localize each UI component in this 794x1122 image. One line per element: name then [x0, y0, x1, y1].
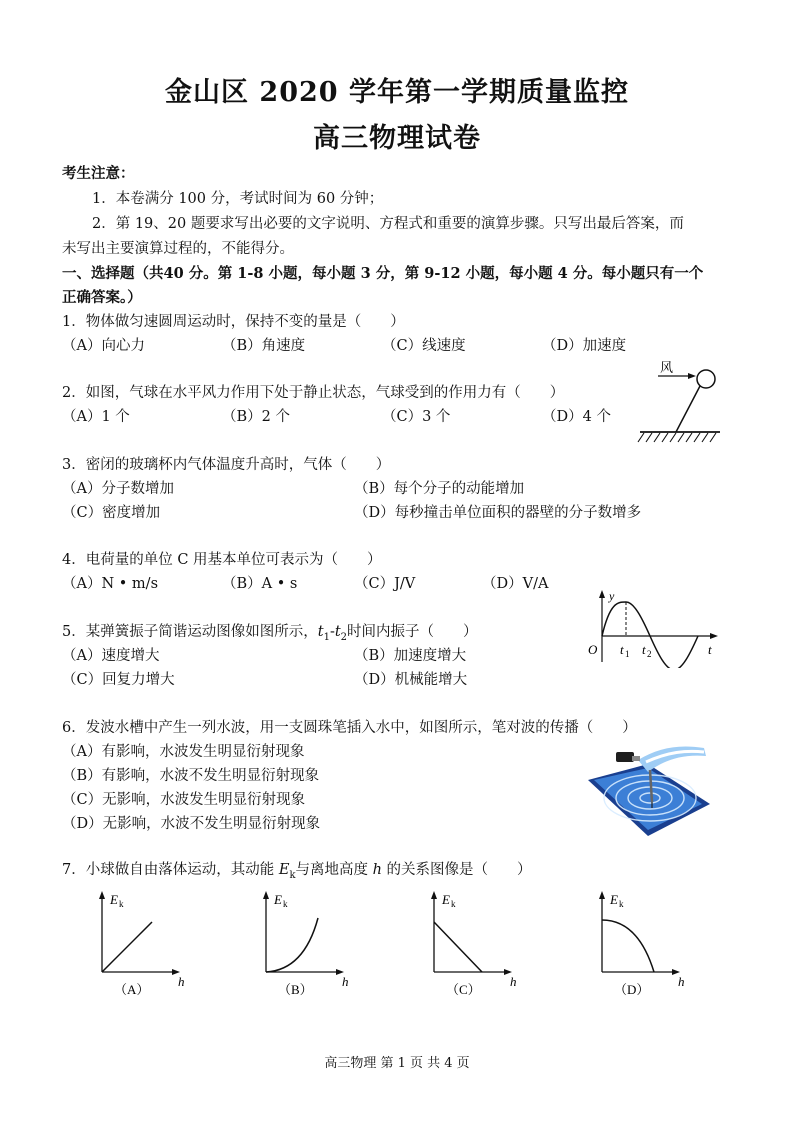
q7-graph-c-xlabel: h: [510, 974, 517, 989]
q6-wave-tank-figure: [578, 740, 718, 838]
q7-graph-d-xlabel: h: [678, 974, 685, 989]
q5-graph-y-label: y: [609, 589, 615, 603]
q5-dash: -: [329, 624, 335, 640]
q5-graph-t1-sub: 1: [625, 649, 630, 659]
q1-option-b: （B）角速度: [222, 338, 306, 354]
notice-item-2a: 2．第 19、20 题要求写出必要的文字说明、方程式和重要的演算步骤。只写出最后答案，而: [92, 216, 684, 232]
q4-stem: 4．电荷量的单位 C 用基本单位可表示为（ ）: [62, 552, 382, 568]
q1-option-a: （A）向心力: [62, 338, 145, 354]
q5-graph-t2-sub: 2: [647, 649, 652, 659]
q2-option-b: （B）2 个: [222, 409, 290, 425]
q5-option-b: （B）加速度增大: [354, 648, 467, 664]
q7-graph-c: [424, 888, 524, 1000]
q2-option-d: （D）4 个: [542, 409, 611, 425]
q7-graph-b-ysub: k: [283, 899, 288, 909]
q5-t2-sub: 2: [340, 631, 348, 643]
q1-option-c: （C）线速度: [382, 338, 466, 354]
q7-stem-pre: 7．小球做自由落体运动，其动能: [62, 862, 279, 878]
q6-option-d: （D）无影响，水波不发生明显衍射现象: [62, 816, 321, 832]
q5-graph-origin: O: [588, 642, 598, 657]
q7-graph-c-label: （C）: [446, 982, 481, 997]
q6-option-b: （B）有影响，水波不发生明显衍射现象: [62, 768, 320, 784]
q7-h: h: [372, 862, 382, 878]
q2-stem: 2．如图，气球在水平风力作用下处于静止状态，气球受到的作用力有（ ）: [62, 385, 565, 401]
q7-graph-b-curve: [266, 918, 318, 972]
q7-graph-d-ylabel: E: [610, 892, 618, 907]
q7-stem-post: 的关系图像是（ ）: [381, 862, 532, 878]
q7-graph-b-ylabel: E: [274, 892, 282, 907]
page-footer: 高三物理 第 1 页 共 4 页: [324, 1056, 470, 1071]
q5-option-a: （A）速度增大: [62, 648, 160, 664]
q7-graph-d-ysub: k: [619, 899, 624, 909]
q7-graph-d-label: （D）: [614, 982, 650, 997]
q3-stem: 3．密闭的玻璃杯内气体温度升高时，气体（ ）: [62, 457, 391, 473]
page-subtitle: 高三物理试卷: [313, 123, 481, 154]
q2-wind-label: 风: [660, 360, 674, 375]
q7-graph-d: [592, 888, 692, 1000]
balloon-circle: [697, 370, 715, 388]
notice-item-1: 1．本卷满分 100 分，考试时间为 60 分钟；: [92, 191, 384, 207]
q7-graph-c-ylabel: E: [442, 892, 450, 907]
q5-t1-sub: 1: [323, 631, 330, 643]
q7-graph-d-curve: [602, 920, 654, 972]
q6-stem: 6．发波水槽中产生一列水波，用一支圆珠笔插入水中，如图所示，笔对波的传播（ ）: [62, 720, 637, 736]
q2-option-c: （C）3 个: [382, 409, 451, 425]
q7-ek: E: [278, 862, 290, 878]
q3-option-b: （B）每个分子的动能增加: [354, 481, 525, 497]
q3-option-a: （A）分子数增加: [62, 481, 174, 497]
q4-option-d: （D）V/A: [482, 576, 549, 592]
q5-stem: [62, 620, 478, 643]
q2-balloon-figure: [630, 358, 730, 450]
q6-option-c: （C）无影响，水波发生明显衍射现象: [62, 792, 306, 808]
q5-graph-x-label: t: [708, 642, 712, 657]
notice-item-2b: 未写出主要演算过程的，不能得分。: [62, 241, 294, 257]
section-heading-line1: 一、选择题（共40 分。第 1-8 小题，每小题 3 分，第 9-12 小题，每小题 4 分。每小题只有一个: [62, 265, 704, 282]
q7-graph-a-xlabel: h: [178, 974, 185, 989]
q3-option-d: （D）每秒撞击单位面积的器壁的分子数增多: [354, 505, 642, 521]
q7-graph-a-ylabel: E: [110, 892, 118, 907]
q7-graph-b: [256, 888, 356, 1000]
q5-stem-pre: 5．某弹簧振子简谐运动图像如图所示，: [62, 624, 318, 640]
q6-option-a: （A）有影响，水波发生明显衍射现象: [62, 744, 305, 760]
q5-t2: t: [334, 624, 341, 640]
q5-option-c: （C）回复力增大: [62, 672, 175, 688]
q4-option-b: （B）A • s: [222, 576, 298, 592]
q1-stem: 1．物体做匀速圆周运动时，保持不变的量是（ ）: [62, 314, 405, 330]
notice-heading: 考生注意：: [62, 165, 135, 182]
q7-graph-c-curve: [434, 922, 482, 972]
page-title: 金山区 2020 学年第一学期质量监控: [165, 77, 629, 108]
q7-ek-sub: k: [289, 869, 296, 881]
q7-graph-a-label: （A）: [114, 982, 150, 997]
q5-graph-t1: t: [620, 642, 624, 657]
q7-graph-a-curve: [102, 922, 152, 972]
q4-option-c: （C）J/V: [354, 576, 416, 592]
q7-graph-a: [92, 888, 192, 1000]
q7-graph-a-ysub: k: [119, 899, 124, 909]
q2-option-a: （A）1 个: [62, 409, 130, 425]
q5-stem-post: 时间内振子（ ）: [347, 624, 478, 640]
q5-t1: t: [317, 624, 324, 640]
q4-option-a: （A）N • m/s: [62, 576, 159, 592]
q7-stem: [62, 858, 532, 881]
q7-graph-b-label: （B）: [278, 982, 313, 997]
q7-graph-c-ysub: k: [451, 899, 456, 909]
q1-option-d: （D）加速度: [542, 338, 627, 354]
q7-stem-mid: 与离地高度: [295, 862, 373, 878]
section-heading-line2: 正确答案。）: [62, 289, 142, 306]
q7-graph-b-xlabel: h: [342, 974, 349, 989]
q5-graph-t2: t: [642, 642, 646, 657]
q5-shm-graph: [582, 588, 722, 668]
q3-option-c: （C）密度增加: [62, 505, 161, 521]
q5-option-d: （D）机械能增大: [354, 672, 468, 688]
